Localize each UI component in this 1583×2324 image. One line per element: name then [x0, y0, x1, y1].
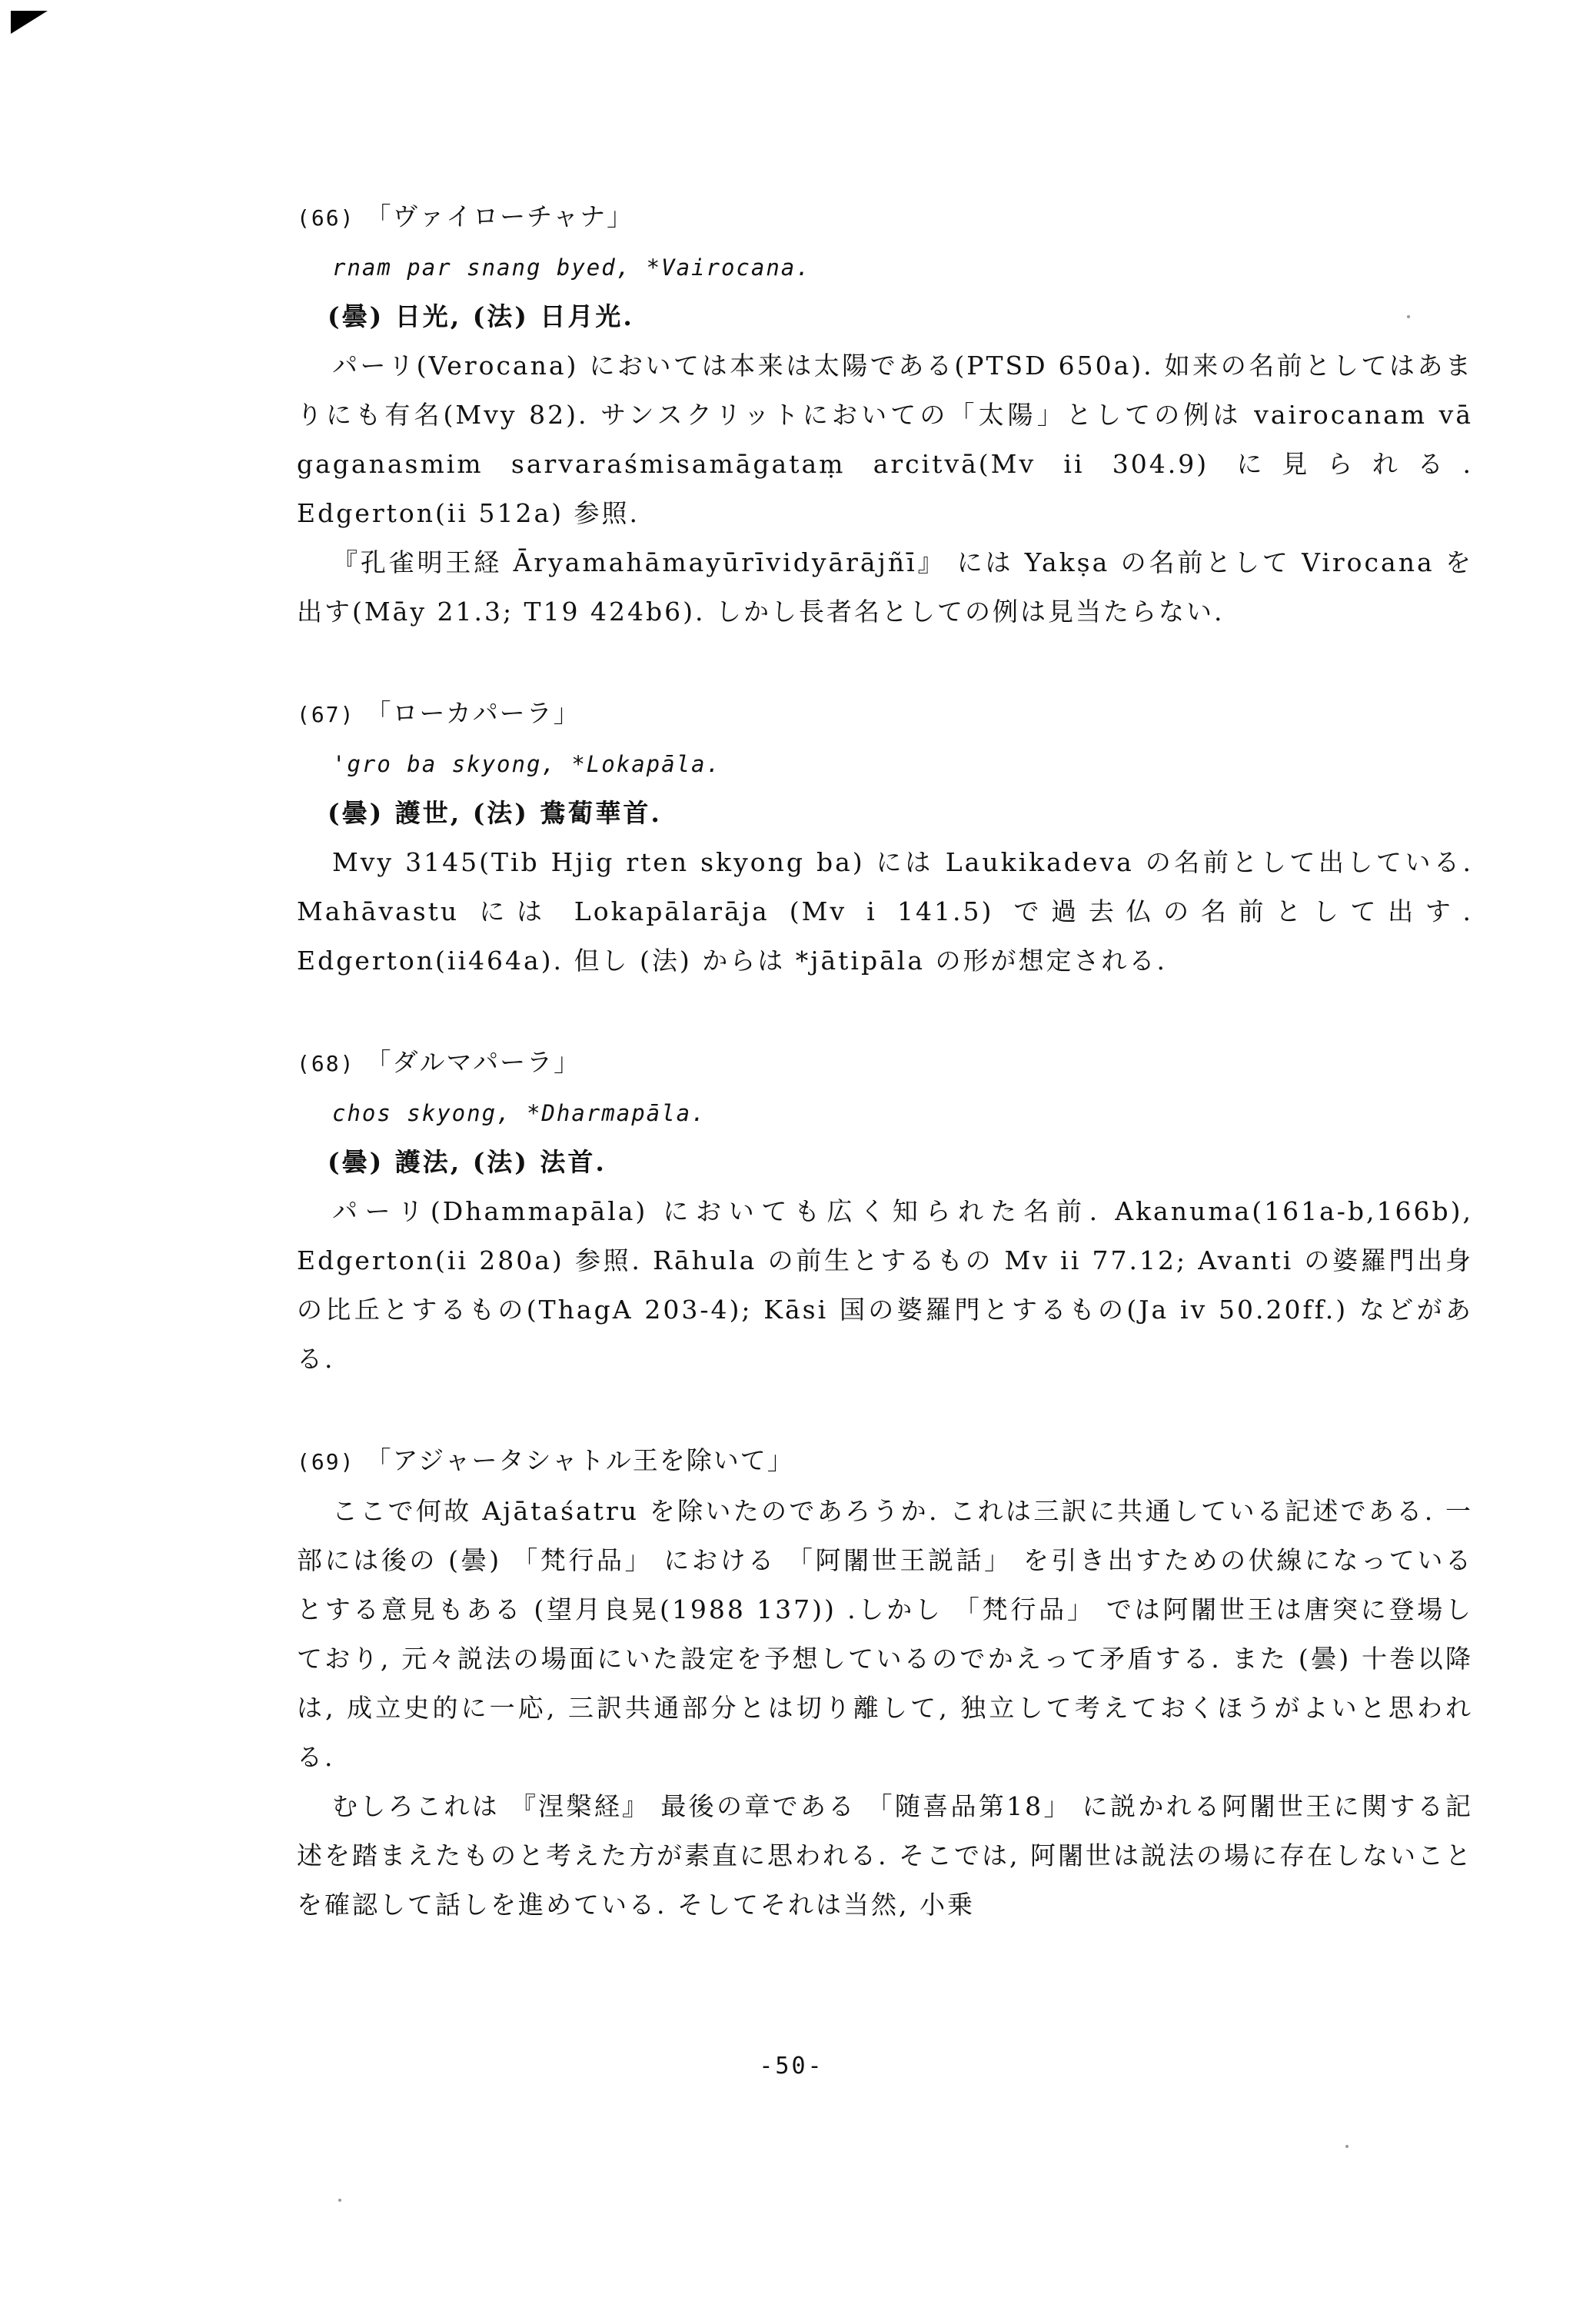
chinese-translations-line: (曇) 護世, (法) 鴦蔔華首. [328, 798, 662, 828]
note-entry-69 [297, 1436, 1473, 1930]
scan-corner-mark [11, 11, 48, 34]
note-heading [297, 1436, 1473, 1487]
note-heading [297, 1038, 1473, 1089]
note-number: (67) [297, 702, 355, 727]
note-number: (66) [297, 205, 355, 231]
note-paragraph: Mvy 3145(Tib Hjig rten skyong ba) には Laukikadeva の名前として出している. Mahāvastu には Lokapālarāja (Mv i 141.5) で過去仏の名前として出す. Edgerton(ii464a). 但し (法) からは *jātipāla の形が想定される. [297, 847, 1473, 976]
note-paragraph: パーリ(Verocana) においては本来は太陽である(PTSD 650a). 如来の名前としてはあまりにも有名(Mvy 82). サンスクリットにおいての「太陽」としての例は vairocanam vā gaganasmim sarvaraśmisamāgataṃ arcitvā(Mv ii 304.9) に見られる. Edgerton(ii 512a) 参照. [297, 351, 1473, 528]
note-title: 「ダルマパーラ」 [365, 1047, 581, 1077]
note-title: 「ヴァイローチャナ」 [365, 201, 634, 231]
note-title: 「ローカパーラ」 [365, 698, 580, 728]
scan-speck [1345, 2145, 1349, 2148]
note-paragraph: パーリ(Dhammapāla) においても広く知られた名前. Akanuma(161a-b,166b), Edgerton(ii 280a) 参照. Rāhula の前生とするもの Mv ii 77.12; Avanti の婆羅門出身の比丘とするもの(ThagA 203-4); Kāsi 国の婆羅門とするもの(Ja iv 50.20ff.) などがある. [297, 1196, 1473, 1374]
note-heading [297, 689, 1473, 740]
chinese-translations-line: (曇) 日光, (法) 日月光. [328, 301, 634, 331]
note-number: (69) [297, 1449, 355, 1475]
tibetan-sanskrit-line: rnam par snang byed, *Vairocana. [332, 254, 811, 281]
note-entry-67 [297, 689, 1473, 986]
page-number: -50- [759, 2053, 824, 2080]
note-entry-68 [297, 1038, 1473, 1384]
tibetan-sanskrit-line: 'gro ba skyong, *Lokapāla. [332, 751, 721, 777]
scan-speck [1407, 315, 1410, 318]
note-paragraph: むしろこれは 『涅槃経』 最後の章である 「随喜品第18」 に説かれる阿闍世王に関する記述を踏まえたものと考えた方が素直に思われる. そこでは, 阿闍世は説法の場に存在しないことを確認して話しを進めている. そしてそれは当然, 小乗 [297, 1791, 1473, 1920]
scan-speck [338, 2199, 341, 2202]
note-title: 「アジャータシャトル王を除いて」 [365, 1445, 794, 1475]
note-number: (68) [297, 1051, 355, 1076]
note-heading [297, 192, 1473, 243]
chinese-translations-line: (曇) 護法, (法) 法首. [328, 1147, 607, 1177]
note-paragraph: ここで何故 Ajātaśatru を除いたのであろうか. これは三訳に共通している記述である. 一部には後の (曇) 「梵行品」 における 「阿闍世王説話」 を引き出すための伏線になっているとする意見もある (望月良晃(1988 137)) .しかし 「梵行品」 では阿闍世王は唐突に登場しており, 元々説法の場面にいた設定を予想しているのでかえって矛盾する. また (曇) 十巻以降は, 成立史的に一応, 三訳共通部分とは切り離して, 独立して考えておくほうがよいと思われる. [297, 1496, 1473, 1772]
tibetan-sanskrit-line: chos skyong, *Dharmapāla. [332, 1100, 707, 1126]
page-body [297, 192, 1473, 1982]
note-paragraph: 『孔雀明王経 Āryamahāmayūrīvidyārājñī』 には Yakṣa の名前として Virocana を出す(Māy 21.3; T19 424b6). しかし長者名としての例は見当たらない. [297, 547, 1473, 627]
note-entry-66 [297, 192, 1473, 637]
